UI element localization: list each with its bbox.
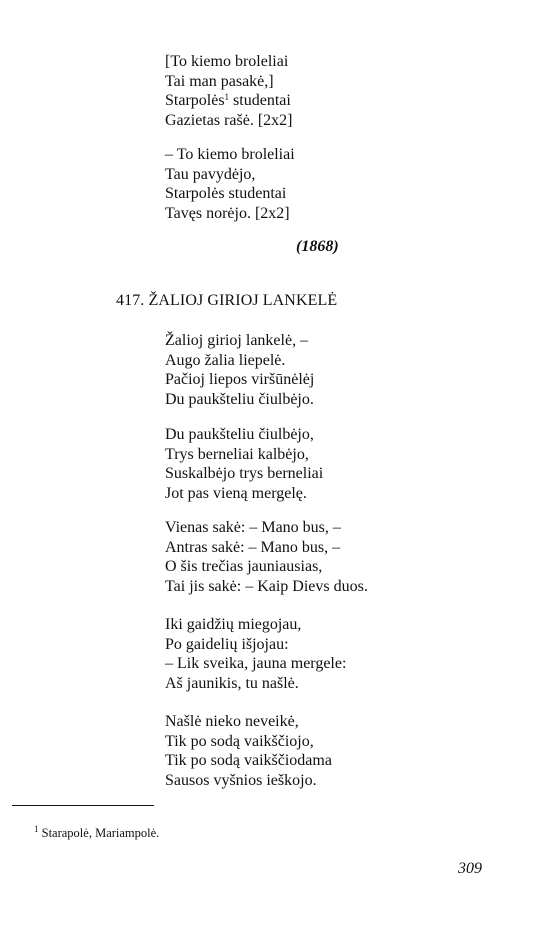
verse-line: Pačioj liepos viršūnėlėj [165,371,315,388]
verse-line: Sausos vyšnios ieškojo. [165,771,317,789]
verse-line: [To kiemo broleliai [165,53,289,70]
footnote-divider [12,805,154,806]
footnote-text: Starapolė, Mariampolė. [38,826,160,840]
verse-line: Našlė nieko neveikė, [165,713,299,730]
verse-line: Tai man pasakė,] [165,72,274,90]
verse-text: Starpolės [165,92,225,109]
poem-stanza-5 [165,712,332,790]
verse-line: Tai jis sakė: – Kaip Dievs duos. [165,577,368,595]
verse-line: Vienas sakė: – Mano bus, – [165,519,341,536]
poem-stanza-2 [165,425,323,503]
poem-stanza-1 [165,331,314,409]
verse-line: Antras sakė: – Mano bus, – [165,538,341,556]
stanza-continued-2 [165,145,295,223]
poem-title: 417. ŽALIOJ GIRIOJ LANKELĖ [116,292,338,309]
verse-line: Tavęs norėjo. [2x2] [165,204,290,222]
footnote-reference: 1 [224,92,230,102]
verse-line: Aš jaunikis, tu našlė. [165,674,299,692]
stanza-continued-1 [165,52,293,130]
verse-line: Augo žalia liepelė. [165,351,286,369]
verse-line: Du paukšteliu čiulbėjo, [165,426,314,443]
verse-line: Du paukšteliu čiulbėjo. [165,390,314,408]
verse-line: – To kiemo broleliai [165,146,295,163]
page-number: 309 [458,860,482,877]
poem-stanza-3 [165,518,368,596]
verse-line: O šis trečias jauniausias, [165,558,323,575]
verse-line: Trys berneliai kalbėjo, [165,445,309,463]
verse-line: Iki gaidžių miegojau, [165,616,302,633]
poem-stanza-4 [165,615,346,693]
verse-line: Tik po sodą vaikščiojo, [165,732,314,750]
verse-line: – Lik sveika, jauna mergele: [165,655,347,672]
verse-line: Starpolės studentai [165,185,287,202]
verse-line: Jot pas vieną mergelę. [165,484,307,502]
footnote-mark: 1 [34,824,39,834]
verse-text: studentai [229,92,291,109]
verse-line: Žalioj girioj lankelė, – [165,332,309,349]
verse-line: Po gaidelių išjojau: [165,635,289,653]
verse-line: Gazietas rašė. [2x2] [165,111,293,129]
verse-line: Tik po sodą vaikščiodama [165,752,332,769]
footnote [34,826,159,841]
verse-line [165,91,293,111]
poem-date: (1868) [296,238,339,255]
verse-line: Suskalbėjo trys berneliai [165,465,324,482]
verse-line: Tau pavydėjo, [165,165,256,183]
